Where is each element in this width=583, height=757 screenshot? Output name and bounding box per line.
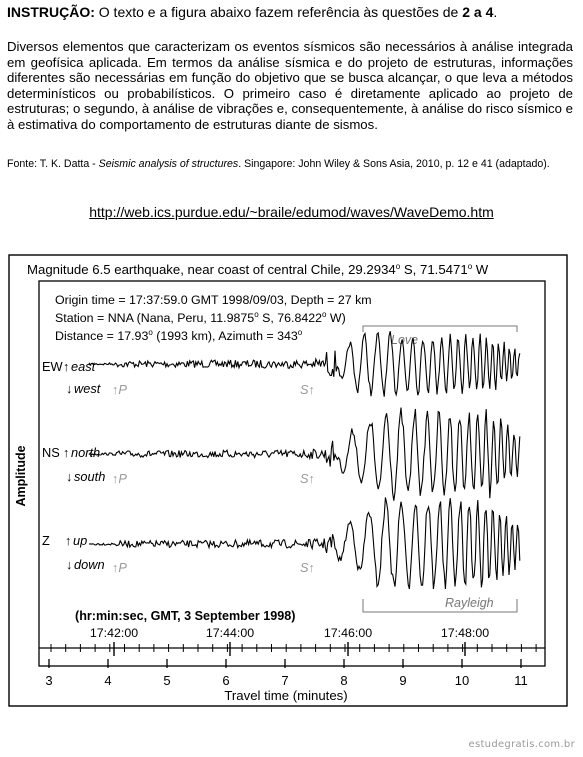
figure-title: Magnitude 6.5 earthquake, near coast of central Chile, 29.2934$^o$ S, 71.5471$^o$ W <box>27 262 489 277</box>
x-tick-label-5: 5 <box>163 673 171 688</box>
trace-ns-pos: north <box>71 445 101 460</box>
clock-tick-3: 17:46:00 <box>323 626 373 640</box>
rayleigh-label: Rayleigh <box>445 596 494 610</box>
x-tick-label-7: 7 <box>281 673 289 688</box>
down-arrow-ew: ↓ <box>66 381 73 396</box>
question-range: 2 a 4 <box>462 4 494 20</box>
clock-tick-2: 17:44:00 <box>205 626 255 640</box>
time-caption: (hr:min:sec, GMT, 3 September 1998) <box>75 609 296 623</box>
up-arrow-z: ↑ <box>65 533 72 548</box>
source-link[interactable]: http://web.ics.purdue.edu/~braile/edumod/waves/WaveDemo.htm <box>89 204 494 220</box>
x-tick-label-3: 3 <box>45 673 53 688</box>
source-title: Seismic analysis of structures <box>98 158 239 170</box>
x-tick-label-6: 6 <box>222 673 230 688</box>
trace-ns-code: NS <box>42 445 60 460</box>
trace-ns-neg: south <box>74 469 106 484</box>
body-paragraph: Diversos elementos que caracterizam os eventos sísmicos são necessários à análise integrada em geofísica aplicada. Em termos da análise sísmica e do projeto de estruturas, informações diferentes são necessárias em função do objetivo que se busca alcançar, o que leva a métodos determinísticos ou probabilísticos. O primeiro caso é diretamente aplicado ao projeto de estruturas; o segundo, à análise de vibrações e, consequentemente, à análise do risco sísmico e à estimativa do comportamento de estruturas diante de sismos. <box>7 39 573 132</box>
p-arrival-ew: ↑P <box>112 382 127 397</box>
source-suffix: . Singapore: John Wiley & Sons Asia, 2010, p. 12 e 41 (adaptado). <box>238 158 550 170</box>
x-tick-label-11: 11 <box>514 673 528 688</box>
up-arrow-ns: ↑ <box>63 445 70 460</box>
origin-time: Origin time = 17:37:59.0 GMT 1998/09/03, Depth = 27 km <box>55 293 372 307</box>
down-arrow-z: ↓ <box>66 557 73 572</box>
trace-ew-pos: east <box>71 359 96 374</box>
s-arrival-z: S↑ <box>300 560 315 575</box>
s-arrival-ns: S↑ <box>300 471 315 486</box>
x-tick-label-9: 9 <box>399 673 407 688</box>
trace-ew-code: EW <box>42 359 63 374</box>
p-arrival-z: ↑P <box>112 560 127 575</box>
down-arrow-ns: ↓ <box>66 469 73 484</box>
instruction-line <box>7 3 573 21</box>
station-info: Station = NNA (Nana, Peru, 11.9875$^o$ S, 76.8422$^o$ W) <box>55 310 346 325</box>
instruction-end: . <box>493 4 498 20</box>
source-citation <box>7 157 573 171</box>
amplitude-label: Amplitude <box>14 445 28 507</box>
x-tick-label-10: 10 <box>454 673 470 688</box>
s-arrival-ew: S↑ <box>300 382 315 397</box>
watermark: estudegratis.com.br <box>468 739 575 750</box>
x-tick-label-8: 8 <box>340 673 348 688</box>
clock-tick-1: 17:42:00 <box>89 626 139 640</box>
clock-tick-4: 17:48:00 <box>440 626 490 640</box>
x-tick-label-4: 4 <box>104 673 112 688</box>
seismogram-svg <box>8 254 568 707</box>
trace-ew-neg: west <box>74 381 101 396</box>
seismogram-figure <box>8 254 568 707</box>
trace-z-neg: down <box>74 557 105 572</box>
up-arrow-ew: ↑ <box>63 359 70 374</box>
p-arrival-ns: ↑P <box>112 471 127 486</box>
xaxis-label: Travel time (minutes) <box>224 688 348 703</box>
trace-z-code: Z <box>42 533 50 548</box>
instruction-text: O texto e a figura abaixo fazem referência às questões de <box>94 4 463 20</box>
distance-info: Distance = $17.93^o$ (1993 km), Azimuth = $343^o$ <box>55 328 303 343</box>
trace-z-pos: up <box>73 533 88 548</box>
love-label: Love <box>391 333 419 347</box>
source-prefix: Fonte: T. K. Datta - <box>7 158 99 170</box>
instruction-label: INSTRUÇÃO: <box>7 4 95 20</box>
